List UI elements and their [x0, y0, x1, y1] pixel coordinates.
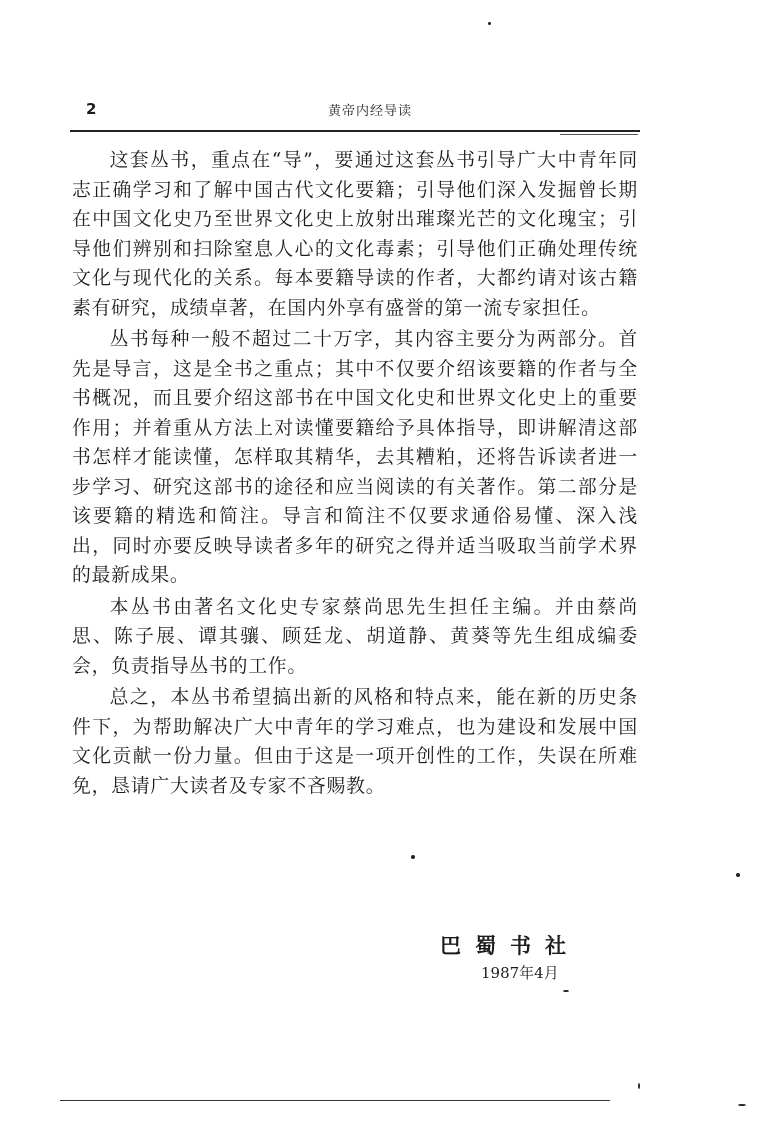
page-number: 2 [86, 100, 97, 118]
paragraph-3: 本丛书由著名文化史专家蔡尚思先生担任主编。并由蔡尚思、陈子展、谭其骧、顾廷龙、胡道静、黄葵等先生组成编委会，负责指导丛书的工作。 [72, 596, 638, 677]
header-rule [70, 130, 640, 132]
header-rule-secondary [560, 134, 638, 135]
scan-speck [738, 1104, 746, 1106]
paragraph-2: 丛书每种一般不超过二十万字，其内容主要分为两部分。首先是导言，这是全书之重点；其中不仅要介绍该要籍的作者与全书概况，而且要介绍这部书在中国文化史和世界文化史上的重要作用；并着重从方法上对读懂要籍给予具体指导，即讲解清这部书怎样才能读懂，怎样取其精华，去其糟粕，还将告诉读者进一步学习、研究这部书的途径和应当阅读的有关著作。第二部分是该要籍的精选和简注。导言和简注不仅要求通俗易懂、深入浅出，同时亦要反映导读者多年的研究之得并适当吸取当前学术界的最新成果。 [72, 329, 638, 586]
running-title: 黄帝内经导读 [327, 104, 412, 119]
body-text [72, 146, 638, 801]
scan-speck [488, 22, 491, 25]
scan-speck [736, 873, 740, 877]
paragraph-1: 这套丛书，重点在“导”，要通过这套丛书引导广大中青年同志正确学习和了解中国古代文化要籍；引导他们深入发掘曾长期在中国文化史乃至世界文化史上放射出璀璨光芒的文化瑰宝；引导他们辨别和扫除窒息人心的文化毒素；引导他们正确处理传统文化与现代化的关系。每本要籍导读的作者，大都约请对该古籍素有研究，成绩卓著，在国内外享有盛誉的第一流专家担任。 [72, 150, 638, 319]
paragraph-4: 总之，本丛书希望搞出新的风格和特点来，能在新的历史条件下，为帮助解决广大中青年的学习难点，也为建设和发展中国文化贡献一份力量。但由于这是一项开创性的工作，失误在所难免，恳请广大读者及专家不吝赐教。 [72, 687, 638, 797]
scan-speck [638, 1083, 640, 1089]
publisher-signature: 巴蜀书社 [440, 934, 580, 958]
signature-date: 1987年4月 [481, 964, 559, 982]
footer-rule [60, 1100, 610, 1101]
scan-speck [563, 990, 569, 992]
scan-speck [411, 855, 415, 859]
